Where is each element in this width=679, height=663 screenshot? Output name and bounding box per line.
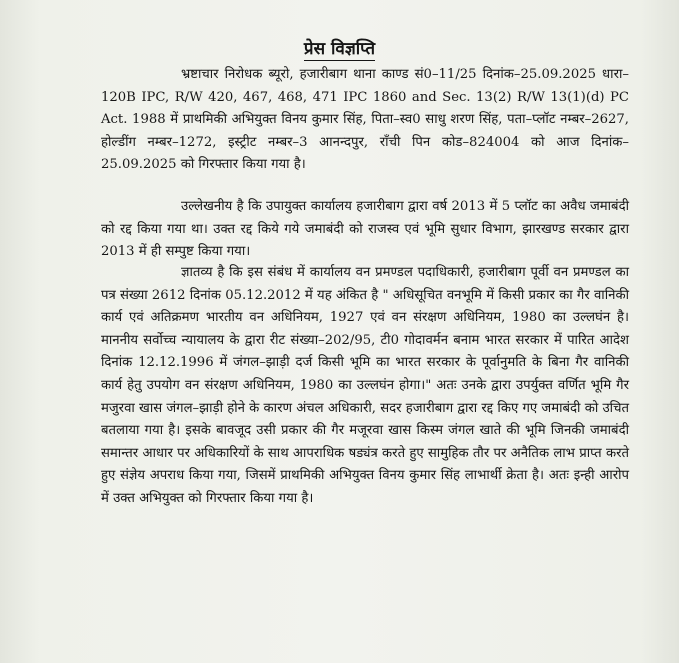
paragraph-forest-act-details: ज्ञातव्य है कि इस संबंध में कार्यालय वन प्रमण्डल पदाधिकारी, हजारीबाग पूर्वी वन प्रमण्डल का पत्र संख्या 2612 दिनांक 05.12.2012 में यह अंकित है " अधिसूचित वनभूमि में किसी प्रकार का गैर वानिकी कार्य एवं अतिक्रमण भारतीय वन अधिनियम, 1927 एवं वन संरक्षण अधिनियम, 1980 का उल्लघंन है। माननीय सर्वोच्च न्यायालय के द्वारा रीट संख्या–202/95, टी0 गोदावर्मन बनाम भारत सरकार में पारित आदेश दिनांक 12.12.1996 में जंगल–झाड़ी दर्ज किसी भूमि का भारत सरकार के पूर्वानुमति के बिना गैर वानिकी कार्य हेतु उपयोग वन संरक्षण अधिनियम, 1980 का उल्लघंन होगा।" अतः उनके द्वारा उपर्युक्त वर्णित भूमि गैर मजुरवा खास जंगल–झाड़ी होने के कारण अंचल अधिकारी, सदर हजारीबाग द्वारा रद्द किए गए जमाबंदी को उचित बतलाया गया है। इसके बावजूद उसी प्रकार की गैर मजूरवा खास किस्म जंगल खाते की भूमि जिनकी जमाबंदी समान्तर आधार पर अधिकारियों के साथ आपराधिक षड्यंत्र करते हुए सामुहिक तौर पर अनैतिक लाभ प्राप्त करते हुए संज्ञेय अपराध किया गया, जिसमें प्राथमिकी अभियुक्त विनय कुमार सिंह लाभार्थी क्रेता है। अतः इन्ही आरोप में उक्त अभियुक्त को गिरफ्तार किया गया है। bbox=[101, 265, 629, 506]
document-title-wrapper bbox=[0, 36, 679, 59]
document-title: प्रेस विज्ञप्ति bbox=[303, 39, 376, 59]
paragraph-arrest-details: भ्रष्टाचार निरोधक ब्यूरो, हजारीबाग थाना काण्ड सं0–11/25 दिनांक–25.09.2025 धारा– 120B IPC, R/W 420, 467, 468, 471 IPC 1860 and Sec. 13(2) R/W 13(1)(d) PC Act. 1988 में प्राथमिकी अभियुक्त विनय कुमार सिंह, पिता–स्व0 साधु शरण सिंह, पता–प्लॉट नम्बर–2627, होल्डींग नम्बर–1272, इस्ट्रीट नम्बर–3 आनन्दपुर, राँची पिन कोड–824004 को आज दिनांक–25.09.2025 को गिरफ्तार किया गया है। bbox=[101, 67, 629, 173]
paragraph-land-cancellation: उल्लेखनीय है कि उपायुक्त कार्यालय हजारीबाग द्वारा वर्ष 2013 में 5 प्लॉट का अवैध जमाबंदी को रद्द किया गया था। उक्त रद्द किये गये जमाबंदी को राजस्व एवं भूमि सुधार विभाग, झारखण्ड सरकार द्वारा 2013 में ही सम्पुष्ट किया गया। bbox=[101, 199, 629, 260]
